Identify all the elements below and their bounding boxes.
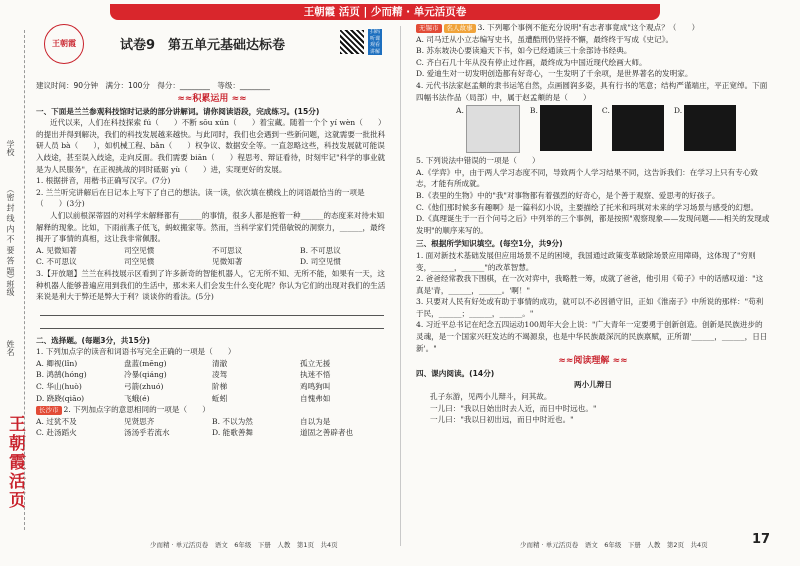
passage-title: 两小儿辩日 <box>574 380 612 390</box>
option[interactable]: A.《学弈》中，由于两人学习态度不同，导致两个人学习结果不同，这告诉我们：在学习上只有专心致志，才能有所成就。 <box>416 167 759 189</box>
question-text: 3.【开放题】兰兰在科技展示区看到了许多新奇的智能机器人，它无所不知、无所不能，如果有一天，这种机器人能够普遍应用到我们的生活中，那未来人们会发生什么变化呢？你认为它们的出现对我们的生活来说是利大于弊还是弊大于利？谈谈你的看法。(5分) <box>36 268 386 302</box>
column-divider <box>400 26 401 546</box>
question-text: 2. 下列加点字的意思相同的一项是（ ） <box>63 405 210 415</box>
topic-tag: 名人故事 <box>444 24 476 33</box>
option-row <box>36 245 388 257</box>
passage-text: 人们以前根深蒂固的对科学未解释都有______的事情，很多人都是抱着一种______的态度来对待未知解释的现象。比如，下雨前燕子低飞，蚂蚁搬家等。然而，当科学家们凭借敏锐的洞察力，______，最终揭开了事情的真相，这让我非常佩服。 <box>36 210 386 244</box>
qr-code-icon[interactable] <box>340 30 364 54</box>
calligraphy-image <box>612 105 664 151</box>
option[interactable]: A. 司马迁从小立志编写史书，虽遭酷刑仍坚持不懈，最终终于写成《史记》。 <box>416 34 674 44</box>
school-label: 学校 <box>6 140 15 156</box>
option[interactable]: C.《他们那时候多有趣啊》是一篇科幻小说，主要描绘了托米和玛琪对未来的学习场景与感受的幻想。 <box>416 202 759 212</box>
option[interactable]: D. 爱迪生对一切发明创造都有好奇心，一生发明了千余项，是世界著名的发明家。 <box>416 69 693 79</box>
option-row <box>36 256 388 268</box>
option[interactable]: A. 卿视(lǐn) <box>36 358 78 368</box>
question-text: 2. 兰兰听完讲解后在日记本上写下了自己的想法。读一读，依次填在横线上的词语最恰当的一项是（ ）(3分) <box>36 187 365 209</box>
fill-question[interactable]: 4. 习近平总书记在纪念五四运动100周年大会上说："广大青年一定要勇于创新创造。创新是民族进步的灵魂，是一个国家兴旺发达的不竭源泉，也是中华民族最深沉的民族禀赋，正所谓'______，______，日日新'。" <box>416 320 768 353</box>
option: 司空见惯 <box>124 245 155 255</box>
option-row <box>36 393 388 405</box>
option: 自愧弗如 <box>300 393 331 403</box>
option-row <box>36 427 388 439</box>
option[interactable]: D. 司空见惯 <box>300 257 342 267</box>
region-tag: 长沙市 <box>36 406 62 415</box>
option-row <box>36 369 388 381</box>
binding-line <box>24 30 25 530</box>
option[interactable]: B. 鸿鹄(hóng) <box>36 370 87 380</box>
option-row <box>36 358 388 370</box>
option: 飞蛾(é) <box>124 393 150 403</box>
option: 蚯蚓 <box>212 393 228 403</box>
qr-caption: 扫码听课观看讲解 <box>369 29 380 55</box>
option-row <box>36 416 388 428</box>
option[interactable]: B. 不以为然 <box>212 416 253 426</box>
calligraphy-image <box>684 105 736 151</box>
option[interactable]: B.《表里的生物》中的"我"对事物都有着强烈的好奇心，是个善于观察、爱思考的好孩子。 <box>416 190 720 200</box>
passage-line: 孔子东游，见两小儿辩斗，问其故。 <box>430 392 552 402</box>
left-column <box>36 94 388 439</box>
question-title: 二、选择题。(每题3分，共15分) <box>36 335 150 345</box>
name-label: 姓名 <box>6 340 15 356</box>
option: 见贤思齐 <box>124 416 155 426</box>
question-text: 1. 根据拼音，用楷书正确写汉字。(7分) <box>36 176 171 186</box>
answer-line[interactable] <box>40 303 384 316</box>
option[interactable]: D.《真理诞生于一百个问号之后》中列举的三个事例，都是按照"观察现象——发现问题——相关的发现或发明"的顺序来写的。 <box>416 214 770 235</box>
calligraphy-image <box>466 105 520 153</box>
option: 阶梯 <box>212 382 228 392</box>
option: 不可思议 <box>212 245 243 255</box>
section-heading: ≈≈ 积累运用 ≈≈ <box>36 94 388 106</box>
option[interactable]: D. 能歌善舞 <box>212 428 254 438</box>
calligraphy-options <box>456 105 770 153</box>
option: 弓箭(zhuó) <box>124 382 164 392</box>
answer-line[interactable] <box>40 316 384 329</box>
footer-right: 少而精 · 单元活页卷 语文 6年级 下册 人教 第2页 共4页 <box>520 541 708 549</box>
publisher-logo: 王朝霞 <box>44 24 84 64</box>
option[interactable]: A. 见微知著 <box>36 245 77 255</box>
passage-line: 一儿曰："我以日始出时去人近，而日中时远也。" <box>430 403 597 413</box>
footer-left: 少而精 · 单元活页卷 语文 6年级 下册 人教 第1页 共4页 <box>150 541 338 549</box>
note-label: （密 封 线 内 不 要 答 题） <box>6 185 15 283</box>
option: 孤立无援 <box>300 358 331 368</box>
option: 道固之善辟者也 <box>300 428 354 438</box>
section-heading: ≈≈ 阅读理解 ≈≈ <box>416 356 770 368</box>
question-text: 4. 元代书法家赵孟頫的隶书运笔自然，点画圆润多姿，具有行书的笔意；结构严谨端庄，平正宽绰。下面四幅书法作品（局部）中，属于赵孟頫的是（ ） <box>416 80 768 102</box>
class-label: 班级 <box>6 280 15 296</box>
option[interactable]: D. 跷跷(qiāo) <box>36 393 85 403</box>
option[interactable]: A. 过犹不及 <box>36 416 77 426</box>
option-label[interactable]: C. <box>601 106 610 116</box>
option[interactable]: C. 赴汤蹈火 <box>36 428 77 438</box>
question-text: 1. 下列加点字的读音和词语书写完全正确的一项是（ ） <box>36 347 236 357</box>
question-text: 3. 下列哪个事例不能充分说明"有志者事竟成"这个观点？（ ） <box>477 23 700 32</box>
option-label[interactable]: A. <box>456 106 464 116</box>
brand-logo: 王朝霞活页 <box>5 415 25 510</box>
top-banner: 王朝霞 活页 | 少而精 · 单元活页卷 <box>110 4 660 20</box>
option-label[interactable]: B. <box>529 106 538 116</box>
fill-question[interactable]: 2. 爸爸经常教我下围棋，在一次对弈中，我略胜一筹，成就了爸爸，他引用《荀子》中的话感叹道："这真是'青，______，______。'啊！" <box>416 274 764 295</box>
option: 清澈 <box>212 358 228 368</box>
right-column <box>416 22 770 426</box>
option: 冷暴(qiáng) <box>124 370 167 380</box>
fill-question[interactable]: 3. 只要对人民有好处或有助于事情的成功，就可以不必因循守旧，正如《淮南子》中所说的那样："苟利于民，______；______，______。" <box>416 297 764 318</box>
option: 自以为是 <box>300 416 331 426</box>
option: 见微知著 <box>212 257 243 267</box>
option[interactable]: C. 齐白石几十年从没有停止过作画，最终成为中国近现代绘画大师。 <box>416 57 647 67</box>
passage-line: 一儿曰："我以日初出远，而日中时近也。" <box>430 415 574 425</box>
question-title: 一、下面是兰兰参观科技馆时记录的部分讲解词。请你阅读语段，完成练习。(15分) <box>36 106 320 116</box>
option[interactable]: C. 华山(huò) <box>36 382 82 392</box>
page-number: 17 <box>752 532 771 547</box>
region-tag: 无锡市 <box>416 24 442 33</box>
option: 盘蓝(mēng) <box>124 358 167 368</box>
exam-info: 建议时间：90分钟 满分：100分 得分：________ 等级：________ <box>36 81 270 90</box>
passage-text: 近代以来，人们在科技探索 fú（ ）不断 sōu xún（ ）着宝藏。随着一个个 yí wèn（ ）的提出并得到解决，我们的科技发展越来越快。与此同时，我们也会遇到一些新问题，这就需要一批批科研人员 bà（ ），如机械工程、bǎn（ ）权争议、数据安全等。一直忽略这些，科技发展就可能误入歧途，甚至误入歧途，走向反面。我们需要 biān（ ）程思考、辩证看待，时刻牢记"科学的事业就是为人民服务"，在正视挑战的同时砥砺 yù（ ）进，实现更好的发展。 <box>36 118 386 174</box>
option: 汤汤乎若流水 <box>124 428 170 438</box>
option: 鸡鸣狗叫 <box>300 382 331 392</box>
option: 凌驾 <box>212 370 228 380</box>
question-title: 四、课内阅读。(14分) <box>416 368 495 378</box>
page-title: 试卷9 第五单元基础达标卷 <box>120 38 286 53</box>
question-title: 三、根据所学知识填空。(每空1分，共9分) <box>416 239 563 249</box>
option: 司空见惯 <box>124 257 155 267</box>
option[interactable]: B. 不可思议 <box>300 245 341 255</box>
option[interactable]: C. 不可思议 <box>36 257 77 267</box>
calligraphy-image <box>540 105 592 151</box>
question-text: 5. 下列说法中错误的一项是（ ） <box>416 156 540 166</box>
option[interactable]: B. 苏东坡决心要读遍天下书，如今已经通读三十余部诗书经典。 <box>416 46 632 56</box>
option: 执迷不悟 <box>300 370 331 380</box>
fill-question[interactable]: 1. 面对新技术基础发展但应用场景不足的困境，我国通过政策变革破除场景应用障碍，这体现了"穷则变，______，______"的改革智慧。 <box>416 250 756 272</box>
option-row <box>36 381 388 393</box>
option-label[interactable]: D. <box>673 106 683 116</box>
